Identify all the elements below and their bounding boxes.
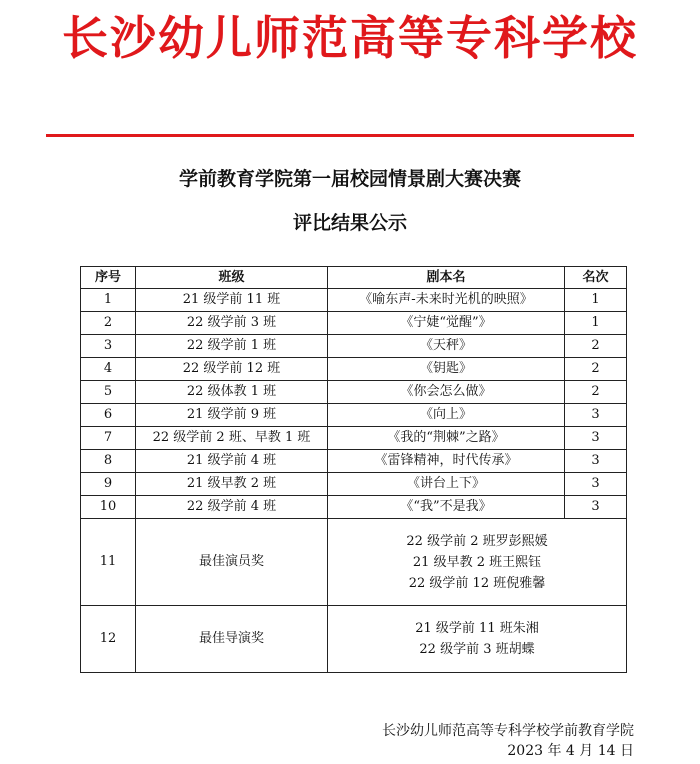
award-winner: 22 级学前 12 班倪雅馨 [408,575,546,591]
award-name: 最佳演员奖 [136,519,328,606]
cell-no: 7 [81,427,136,450]
header-no: 序号 [81,267,136,289]
cell-class: 22 级学前 3 班 [136,312,328,335]
cell-no: 2 [81,312,136,335]
cell-class: 22 级学前 12 班 [136,358,328,381]
cell-rank: 2 [565,335,627,358]
cell-rank: 1 [565,289,627,312]
award-name: 最佳导演奖 [136,606,328,673]
cell-play: 《宁婕“觉醒”》 [328,312,565,335]
table-row [81,496,627,519]
cell-rank: 3 [565,496,627,519]
issue-date: 2023 年 4 月 14 日 [507,743,634,759]
cell-no: 9 [81,473,136,496]
cell-play: 《雷锋精神，时代传承》 [328,450,565,473]
table-row [81,358,627,381]
table-row [81,312,627,335]
cell-no: 6 [81,404,136,427]
cell-no: 10 [81,496,136,519]
award-winner: 21 级早教 2 班王熙钰 [412,554,542,570]
header-play: 剧本名 [328,267,565,289]
table-header-row [81,267,627,289]
cell-class: 22 级学前 2 班、早教 1 班 [136,427,328,450]
award-winner: 22 级学前 2 班罗彭熙媛 [406,533,548,549]
cell-play: 《喻东声-未来时光机的映照》 [328,289,565,312]
award-winners [328,519,627,606]
cell-rank: 3 [565,473,627,496]
cell-rank: 3 [565,450,627,473]
document-title: 学前教育学院第一届校园情景剧大赛决赛 [178,168,521,190]
table-row [81,289,627,312]
cell-class: 21 级学前 11 班 [136,289,328,312]
award-row-best-actor [81,519,627,606]
table-row [81,335,627,358]
header-divider [46,134,634,137]
award-winner: 21 级学前 11 班朱湘 [415,621,539,636]
table-row [81,404,627,427]
cell-no: 12 [81,606,136,673]
cell-no: 5 [81,381,136,404]
cell-class: 22 级学前 1 班 [136,335,328,358]
cell-class: 22 级体教 1 班 [136,381,328,404]
cell-rank: 3 [565,404,627,427]
cell-rank: 1 [565,312,627,335]
school-name-header: 长沙幼儿师范高等专科学校 [62,11,638,65]
cell-rank: 3 [565,427,627,450]
cell-rank: 2 [565,381,627,404]
award-row-best-director [81,606,627,673]
results-table [80,266,627,673]
table-row [81,427,627,450]
cell-rank: 2 [565,358,627,381]
header-rank: 名次 [565,267,627,289]
issuer-signature: 长沙幼儿师范高等专科学校学前教育学院 [382,723,634,739]
document-subtitle: 评比结果公示 [292,212,407,234]
cell-class: 21 级学前 9 班 [136,404,328,427]
table-row [81,473,627,496]
cell-play: 《“我”不是我》 [328,496,565,519]
cell-no: 3 [81,335,136,358]
award-winners [328,606,627,673]
cell-play: 《天秤》 [328,335,565,358]
cell-play: 《你会怎么做》 [328,381,565,404]
cell-no: 1 [81,289,136,312]
cell-class: 21 级学前 4 班 [136,450,328,473]
cell-no: 4 [81,358,136,381]
cell-no: 8 [81,450,136,473]
cell-play: 《我的“荆棘”之路》 [328,427,565,450]
cell-play: 《向上》 [328,404,565,427]
cell-class: 22 级学前 4 班 [136,496,328,519]
cell-class: 21 级早教 2 班 [136,473,328,496]
table-row [81,381,627,404]
award-winner: 22 级学前 3 班胡蝶 [419,642,535,657]
table-row [81,450,627,473]
cell-play: 《钥匙》 [328,358,565,381]
header-class: 班级 [136,267,328,289]
cell-no: 11 [81,519,136,606]
cell-play: 《讲台上下》 [328,473,565,496]
